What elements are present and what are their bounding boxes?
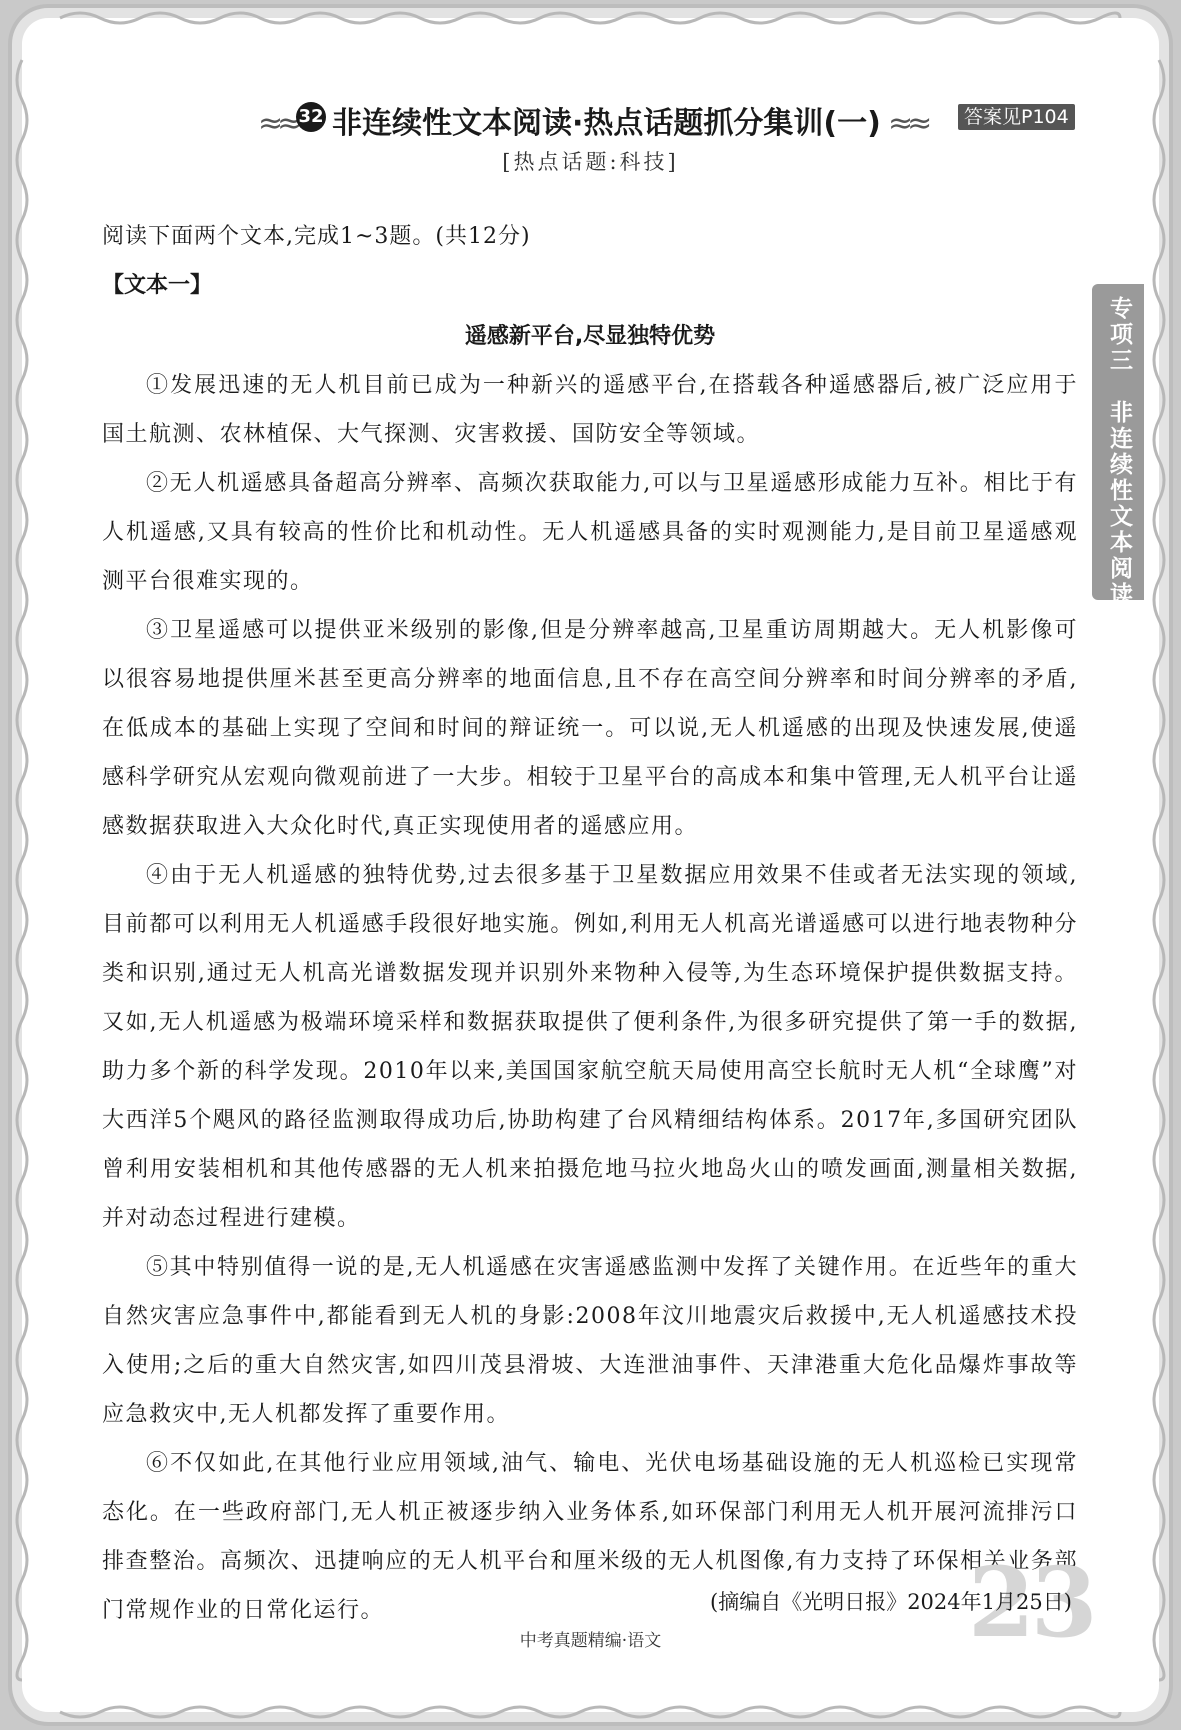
instructions: 阅读下面两个文本,完成1~3题。(共12分) [102,224,531,249]
wave-left-icon: ≈≈ [258,106,297,141]
paragraph-5: ⑤其中特别值得一说的是,无人机遥感在灾害遥感监测中发挥了关键作用。在近些年的重大自然灾害应急事件中,都能看到无人机的身影:2008年汶川地震灾后救援中,无人机遥感技术投入使用;之后的重大自然灾害,如四川茂县滑坡、大连泄油事件、天津港重大危化品爆炸事故等应急救灾中,无人机都发挥了重要作用。 [102,1255,1078,1427]
answer-reference-tag: 答案见P104 [958,104,1075,130]
topic-subtitle: [热点话题:科技] [502,150,679,174]
wave-right-icon: ≈≈ [888,106,927,141]
side-tab-label: 专项三 非连续性文本阅读 [1106,296,1132,608]
main-content [102,212,1078,1635]
section-number-badge: 32 [296,102,326,132]
section-label: 【文本一】 [102,273,213,298]
paragraph-6: ⑥不仅如此,在其他行业应用领域,油气、输电、光伏电场基础设施的无人机巡检已实现常态化。在一些政府部门,无人机正被逐步纳入业务体系,如环保部门利用无人机开展河流排污口排查整治。高频次、迅捷响应的无人机平台和厘米级的无人机图像,有力支持了环保相关业务部门常规作业的日常化运行。 [102,1451,1078,1623]
source-citation: (摘编自《光明日报》2024年1月25日) [710,1590,1072,1614]
paragraph-3: ③卫星遥感可以提供亚米级别的影像,但是分辨率越高,卫星重访周期越大。无人机影像可以很容易地提供厘米甚至更高分辨率的地面信息,且不存在高空间分辨率和时间分辨率的矛盾,在低成本的基础上实现了空间和时间的辩证统一。可以说,无人机遥感的出现及快速发展,使遥感科学研究从宏观向微观前进了一大步。相较于卫星平台的高成本和集中管理,无人机平台让遥感数据获取进入大众化时代,真正实现使用者的遥感应用。 [102,618,1078,839]
paragraph-4: ④由于无人机遥感的独特优势,过去很多基于卫星数据应用效果不佳或者无法实现的领域,目前都可以利用无人机遥感手段很好地实施。例如,利用无人机高光谱遥感可以进行地表物种分类和识别,通过无人机高光谱数据发现并识别外来物种入侵等,为生态环境保护提供数据支持。又如,无人机遥感为极端环境采样和数据获取提供了便利条件,为很多研究提供了第一手的数据,助力多个新的科学发现。2010年以来,美国国家航空航天局使用高空长航时无人机“全球鹰”对大西洋5个飓风的路径监测取得成功后,协助构建了台风精细结构体系。2017年,多国研究团队曾利用安装相机和其他传感器的无人机来拍摄危地马拉火地岛火山的喷发画面,测量相关数据,并对动态过程进行建模。 [102,863,1078,1231]
paragraph-1: ①发展迅速的无人机目前已成为一种新兴的遥感平台,在搭载各种遥感器后,被广泛应用于国土航测、农林植保、大气探测、灾害救援、国防安全等领域。 [102,373,1078,447]
page-number: 23 [968,1546,1094,1659]
footer: 中考真题精编·语文 [519,1631,662,1651]
page-title: 非连续性文本阅读·热点话题抓分集训(一) [332,106,881,141]
paragraph-2: ②无人机遥感具备超高分辨率、高频次获取能力,可以与卫星遥感形成能力互补。相比于有人机遥感,又具有较高的性价比和机动性。无人机遥感具备的实时观测能力,是目前卫星遥感观测平台很难实现的。 [102,471,1078,594]
article-title: 遥感新平台,尽显独特优势 [464,324,716,349]
